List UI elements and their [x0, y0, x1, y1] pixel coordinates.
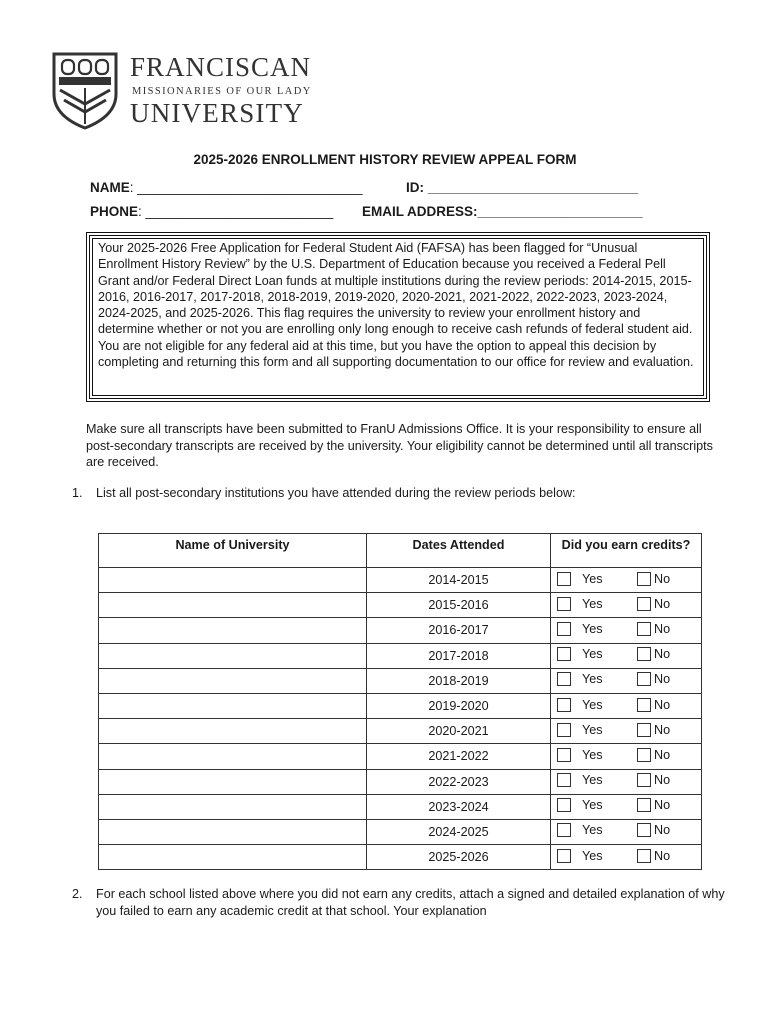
no-checkbox[interactable] [637, 622, 651, 636]
yes-label: Yes [582, 697, 603, 712]
no-checkbox[interactable] [637, 798, 651, 812]
no-checkbox[interactable] [637, 748, 651, 762]
table-row [99, 668, 702, 693]
dates-attended-cell: 2024-2025 [367, 819, 551, 844]
university-name-cell[interactable] [99, 593, 367, 618]
institutions-table [98, 533, 702, 870]
name-label: NAME [90, 180, 130, 195]
yes-label: Yes [582, 571, 603, 586]
table-header-row [99, 534, 702, 568]
no-label: No [654, 672, 671, 687]
crest-icon [50, 50, 120, 130]
dates-attended-cell: 2021-2022 [367, 744, 551, 769]
question-1 [72, 486, 576, 500]
name-blank: : ______________________________ [129, 180, 363, 195]
transcripts-paragraph: Make sure all transcripts have been submitted to FranU Admissions Office. It is your responsibility to ensure all post-secondary transcripts are received by the university. Your eligibility cannot be determined until all transcripts are received. [86, 422, 713, 469]
no-option[interactable] [637, 748, 670, 762]
no-option[interactable] [637, 622, 670, 636]
no-label: No [654, 773, 671, 788]
notice-text: Your 2025-2026 Free Application for Federal Student Aid (FAFSA) has been flagged for “Unusual Enrollment History Review” by the U.S. Department of Education because you received a Federal Pell Grant and/or Federal Direct Loan funds at multiple institutions during the review periods: 2014-2015, 2015-2016, 2016-2017, 2017-2018, 2018-2019, 2019-2020, 2020-2021, 2021-2022, 2022-2023, 2023-2024, 2024-2025, and 2025-2026. This flag requires the university to review your enrollment history and determine whether or not you are enrolling only long enough to receive cash refunds of federal student aid. You are not eligible for any federal aid at this time, but you have the option to appeal this decision by completing and returning this form and all supporting documentation to our office for review and evaluation. [98, 241, 694, 370]
table-row [99, 593, 702, 618]
no-label: No [654, 596, 671, 611]
header-earned-credits: Did you earn credits? [551, 534, 702, 568]
dates-attended-cell: 2020-2021 [367, 719, 551, 744]
dates-attended-cell: 2022-2023 [367, 769, 551, 794]
yes-checkbox[interactable] [557, 773, 571, 787]
university-name-cell[interactable] [99, 643, 367, 668]
yes-option[interactable] [557, 823, 637, 837]
table-row [99, 693, 702, 718]
yes-label: Yes [582, 798, 603, 813]
yes-label: Yes [582, 747, 603, 762]
no-checkbox[interactable] [637, 698, 651, 712]
earned-credits-cell [551, 568, 702, 593]
university-name-cell[interactable] [99, 819, 367, 844]
yes-checkbox[interactable] [557, 622, 571, 636]
table-row [99, 819, 702, 844]
no-checkbox[interactable] [637, 723, 651, 737]
fafsa-notice-box [86, 232, 710, 402]
yes-checkbox[interactable] [557, 798, 571, 812]
no-checkbox[interactable] [637, 773, 651, 787]
no-option[interactable] [637, 698, 670, 712]
no-option[interactable] [637, 823, 670, 837]
dates-attended-cell: 2018-2019 [367, 668, 551, 693]
yes-checkbox[interactable] [557, 723, 571, 737]
university-name-cell[interactable] [99, 744, 367, 769]
no-label: No [654, 747, 671, 762]
email-field[interactable]: EMAIL ADDRESS:______________________ [362, 204, 643, 219]
no-option[interactable] [637, 798, 670, 812]
yes-option[interactable] [557, 723, 637, 737]
no-option[interactable] [637, 647, 670, 661]
yes-checkbox[interactable] [557, 849, 571, 863]
no-option[interactable] [637, 773, 670, 787]
table-row [99, 719, 702, 744]
phone-blank: : _________________________ [138, 204, 334, 219]
yes-label: Yes [582, 823, 603, 838]
phone-field[interactable] [90, 204, 333, 219]
earned-credits-cell [551, 618, 702, 643]
dates-attended-cell: 2016-2017 [367, 618, 551, 643]
earned-credits-cell [551, 719, 702, 744]
yes-option[interactable] [557, 572, 637, 586]
table-row [99, 618, 702, 643]
yes-option[interactable] [557, 798, 637, 812]
no-checkbox[interactable] [637, 672, 651, 686]
yes-label: Yes [582, 672, 603, 687]
yes-option[interactable] [557, 698, 637, 712]
table-row [99, 845, 702, 870]
university-name-cell[interactable] [99, 845, 367, 870]
university-name-cell[interactable] [99, 668, 367, 693]
earned-credits-cell [551, 643, 702, 668]
yes-option[interactable] [557, 748, 637, 762]
earned-credits-cell [551, 693, 702, 718]
no-option[interactable] [637, 849, 670, 863]
yes-label: Yes [582, 722, 603, 737]
question-1-number: 1. [72, 486, 83, 500]
yes-checkbox[interactable] [557, 672, 571, 686]
no-label: No [654, 571, 671, 586]
earned-credits-cell [551, 769, 702, 794]
yes-option[interactable] [557, 849, 637, 863]
yes-option[interactable] [557, 597, 637, 611]
yes-label: Yes [582, 596, 603, 611]
yes-option[interactable] [557, 647, 637, 661]
yes-label: Yes [582, 647, 603, 662]
yes-option[interactable] [557, 622, 637, 636]
logo-name-line1: FRANCISCAN [130, 52, 312, 82]
no-option[interactable] [637, 672, 670, 686]
earned-credits-cell [551, 845, 702, 870]
no-label: No [654, 823, 671, 838]
earned-credits-cell [551, 593, 702, 618]
no-label: No [654, 647, 671, 662]
no-option[interactable] [637, 723, 670, 737]
question-2 [72, 886, 732, 919]
logo-name-line3: UNIVERSITY [130, 98, 304, 128]
yes-checkbox[interactable] [557, 572, 571, 586]
university-name-cell[interactable] [99, 769, 367, 794]
form-title: 2025-2026 ENROLLMENT HISTORY REVIEW APPEAL FORM [193, 152, 577, 167]
question-1-text: List all post-secondary institutions you have attended during the review periods below: [96, 486, 576, 500]
yes-option[interactable] [557, 773, 637, 787]
no-option[interactable] [637, 572, 670, 586]
yes-checkbox[interactable] [557, 823, 571, 837]
university-logo [50, 50, 310, 135]
earned-credits-cell [551, 668, 702, 693]
dates-attended-cell: 2025-2026 [367, 845, 551, 870]
name-field[interactable] [90, 180, 363, 195]
dates-attended-cell: 2017-2018 [367, 643, 551, 668]
university-name-cell[interactable] [99, 794, 367, 819]
yes-label: Yes [582, 773, 603, 788]
header-dates-attended: Dates Attended [367, 534, 551, 568]
id-field[interactable]: ID: ____________________________ [406, 180, 638, 195]
no-checkbox[interactable] [637, 597, 651, 611]
question-2-text: For each school listed above where you did not earn any credits, attach a signed and detailed explanation of why you failed to earn any academic credit at that school. Your explanation [96, 887, 725, 918]
earned-credits-cell [551, 819, 702, 844]
university-name-cell[interactable] [99, 719, 367, 744]
no-checkbox[interactable] [637, 647, 651, 661]
header-name-of-university: Name of University [99, 534, 367, 568]
yes-checkbox[interactable] [557, 647, 571, 661]
no-checkbox[interactable] [637, 823, 651, 837]
university-name-cell[interactable] [99, 568, 367, 593]
yes-option[interactable] [557, 672, 637, 686]
dates-attended-cell: 2023-2024 [367, 794, 551, 819]
table-row [99, 643, 702, 668]
yes-checkbox[interactable] [557, 597, 571, 611]
table-row [99, 568, 702, 593]
no-checkbox[interactable] [637, 849, 651, 863]
yes-label: Yes [582, 621, 603, 636]
earned-credits-cell [551, 794, 702, 819]
question-2-number: 2. [72, 887, 83, 901]
yes-checkbox[interactable] [557, 698, 571, 712]
table-row [99, 769, 702, 794]
logo-name-line2: MISSIONARIES OF OUR LADY [132, 86, 312, 97]
table-row [99, 794, 702, 819]
dates-attended-cell: 2019-2020 [367, 693, 551, 718]
phone-label: PHONE [90, 204, 139, 219]
no-label: No [654, 722, 671, 737]
yes-label: Yes [582, 848, 603, 863]
no-label: No [654, 798, 671, 813]
university-name-cell[interactable] [99, 693, 367, 718]
no-label: No [654, 621, 671, 636]
yes-checkbox[interactable] [557, 748, 571, 762]
no-checkbox[interactable] [637, 572, 651, 586]
dates-attended-cell: 2014-2015 [367, 568, 551, 593]
no-option[interactable] [637, 597, 670, 611]
no-label: No [654, 848, 671, 863]
no-label: No [654, 697, 671, 712]
table-row [99, 744, 702, 769]
earned-credits-cell [551, 744, 702, 769]
university-name-cell[interactable] [99, 618, 367, 643]
dates-attended-cell: 2015-2016 [367, 593, 551, 618]
